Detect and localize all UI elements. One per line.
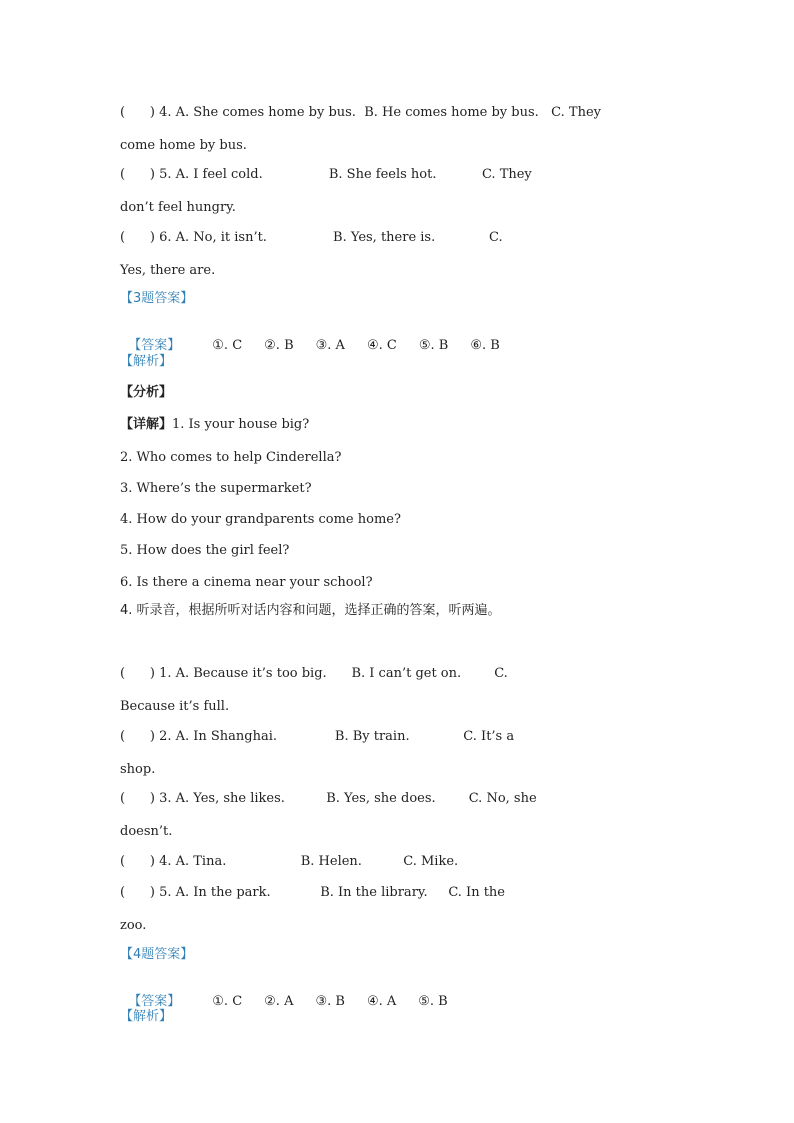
q4-5-options-cont: zoo.	[120, 918, 147, 933]
answer-label: 【答案】	[128, 338, 181, 353]
section4-instruction: 4. 听录音，根据所听对话内容和问题，选择正确的答案，听两遍。	[120, 603, 501, 618]
answer-item: ①. C	[212, 338, 243, 353]
answer-header-3: 【3题答案】	[120, 291, 194, 306]
answer-item: ⑤. B	[418, 338, 449, 353]
q4-1-options: ( ) 1. A. Because it’s too big. B. I can’t get on. C.	[120, 666, 508, 681]
answer-item: ④. A	[366, 994, 397, 1009]
q4-3-options: ( ) 3. A. Yes, she likes. B. Yes, she does. C. No, she	[120, 791, 537, 806]
detail-line-5: 5. How does the girl feel?	[120, 543, 290, 558]
fenxi-label: 【分析】	[120, 385, 173, 400]
detail-line-2: 2. Who comes to help Cinderella?	[120, 450, 342, 465]
answer-item: ②. A	[264, 994, 294, 1009]
q3-4-options-cont: come home by bus.	[120, 138, 247, 153]
detail-line-1	[120, 417, 309, 433]
answer-item: ②. B	[264, 338, 294, 353]
detail-label: 【详解】	[120, 417, 173, 432]
answer-row-4	[120, 978, 448, 1010]
answer-item: ③. B	[315, 994, 345, 1009]
answer-label: 【答案】	[128, 994, 181, 1009]
analysis-label-4: 【解析】	[120, 1009, 173, 1024]
q3-6-options: ( ) 6. A. No, it isn’t. B. Yes, there is. C.	[120, 230, 503, 245]
answer-item: ⑤. B	[418, 994, 448, 1009]
q4-2-options: ( ) 2. A. In Shanghai. B. By train. C. It’s a	[120, 729, 515, 744]
q4-1-options-cont: Because it’s full.	[120, 699, 230, 714]
answer-item: ⑥. B	[470, 338, 500, 353]
answer-item: ③. A	[315, 338, 345, 353]
analysis-label-3: 【解析】	[120, 354, 173, 369]
detail-line-3: 3. Where’s the supermarket?	[120, 481, 312, 496]
q4-2-options-cont: shop.	[120, 762, 156, 777]
q3-5-options-cont: don’t feel hungry.	[120, 200, 236, 215]
q3-4-options: ( ) 4. A. She comes home by bus. B. He comes home by bus. C. They	[120, 105, 601, 120]
q3-6-options-cont: Yes, there are.	[120, 263, 216, 278]
detail-line-4: 4. How do your grandparents come home?	[120, 512, 401, 527]
q4-3-options-cont: doesn’t.	[120, 824, 173, 839]
q4-4-options: ( ) 4. A. Tina. B. Helen. C. Mike.	[120, 854, 459, 869]
detail-text: 1. Is your house big?	[172, 417, 310, 432]
answer-header-4: 【4题答案】	[120, 947, 194, 962]
answer-item: ①. C	[212, 994, 243, 1009]
answer-item: ④. C	[366, 338, 397, 353]
detail-line-6: 6. Is there a cinema near your school?	[120, 575, 373, 590]
q4-5-options: ( ) 5. A. In the park. B. In the library. C. In the	[120, 885, 505, 900]
q3-5-options: ( ) 5. A. I feel cold. B. She feels hot. C. They	[120, 167, 532, 182]
answer-row-3	[120, 322, 500, 354]
